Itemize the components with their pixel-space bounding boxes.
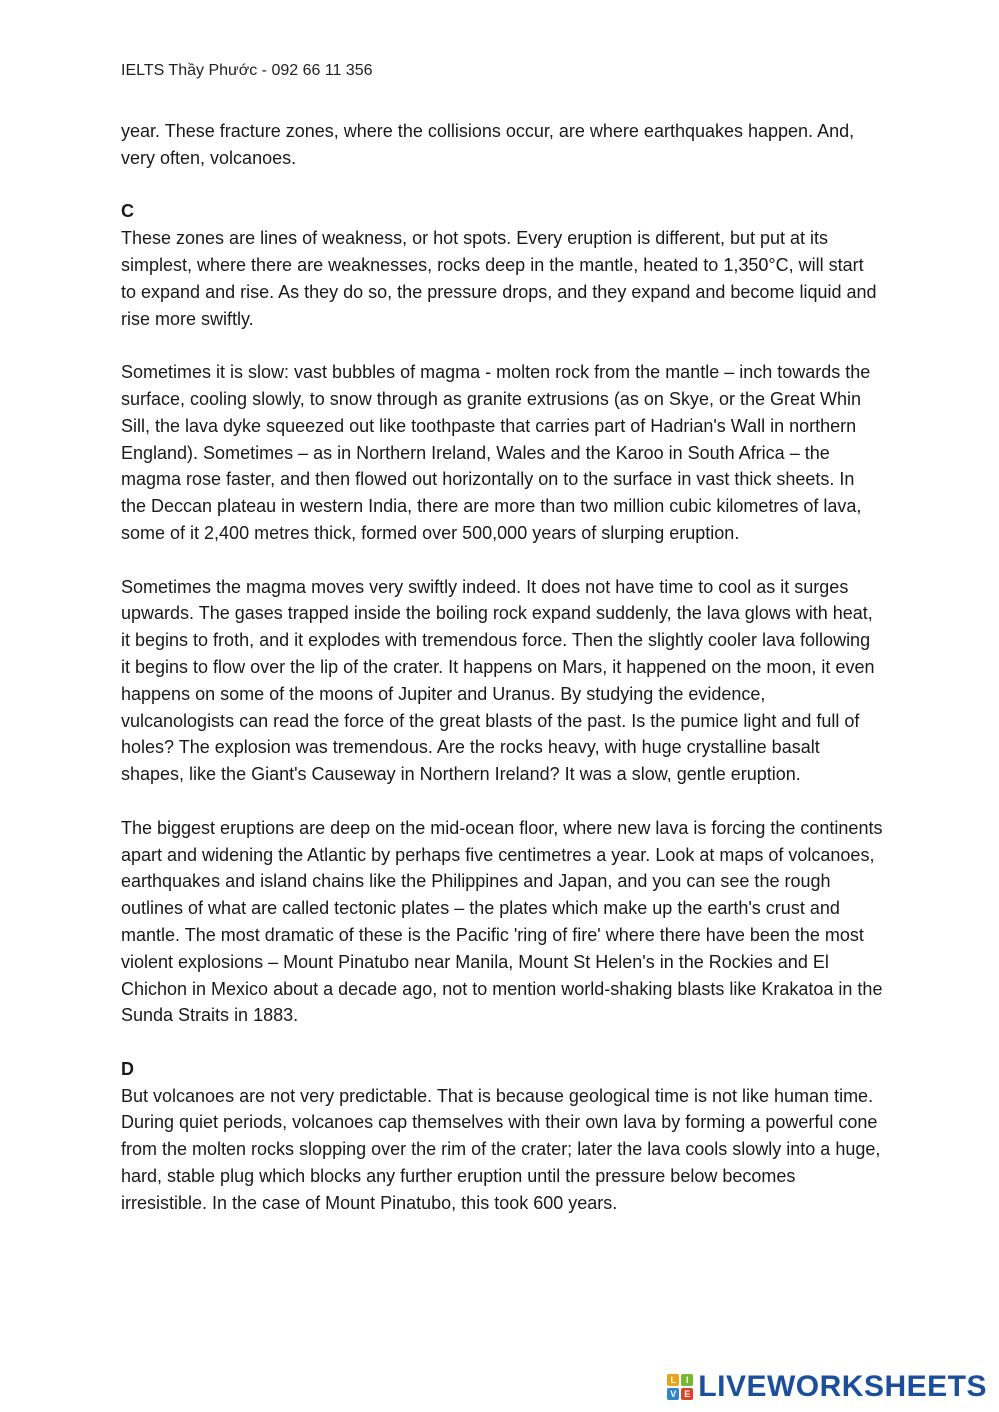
section-heading-d: D [121,1058,134,1079]
page-header: IELTS Thầy Phước - 092 66 11 356 [121,62,373,79]
section-heading-c: C [121,201,134,222]
paragraph-c-1: These zones are lines of weakness, or hot spots. Every eruption is different, but put at its simplest, where there are weaknesses, rocks deep in the mantle, heated to 1,350°C, will start to expand and rise. As they do so, the pressure drops, and they expand and become liquid and rise more swiftly. [121,228,877,329]
paragraph-c-4: The biggest eruptions are deep on the mid-ocean floor, where new lava is forcing the continents apart and widening the Atlantic by perhaps five centimetres a year. Look at maps of volcanoes, earthquakes and island chains like the Philippines and Japan, and you can see the rough outlines of what are called tectonic plates – the plates which make up the earth's crust and mantle. The most dramatic of these is the Pacific 'ring of fire' where there have been the most violent explosions – Mount Pinatubo near Manila, Mount St Helen's in the Rockies and El Chichon in Mexico about a decade ago, not to mention world-shaking blasts like Krakatoa in the Sunda Straits in 1883. [121,817,883,1026]
paragraph-continuation: year. These fracture zones, where the collisions occur, are where earthquakes happen. And, very often, volcanoes. [121,121,855,168]
logo-text: LIVEWORKSHEETS [698,1370,987,1403]
paragraph-c-3: Sometimes the magma moves very swiftly indeed. It does not have time to cool as it surges upwards. The gases trapped inside the boiling rock expand suddenly, the lava glows with heat, it begins to froth, and it explodes with tremendous force. Then the slightly cooler lava following it begins to flow over the lip of the crater. It happens on Mars, it happened on the moon, it even happens on some of the moons of Jupiter and Uranus. By studying the evidence, vulcanologists can read the force of the great blasts of the past. Is the pumice light and full of holes? The explosion was tremendous. Are the rocks heavy, with huge crystalline basalt shapes, like the Giant's Causeway in Northern Ireland? It was a slow, gentle eruption. [121,576,875,785]
liveworksheets-logo[interactable] [667,1370,987,1404]
logo-grid-icon [667,1374,693,1400]
logo-grid-cell: I [681,1374,693,1386]
logo-grid-cell: L [667,1374,679,1386]
logo-grid-cell: E [681,1388,693,1400]
logo-grid-cell: V [667,1388,679,1400]
document-body [121,118,883,1243]
paragraph-c-2: Sometimes it is slow: vast bubbles of magma - molten rock from the mantle – inch towards the surface, cooling slowly, to snow through as granite extrusions (as on Skye, or the Great Whin Sill, the lava dyke squeezed out like toothpaste that carries part of Hadrian's Wall in northern England). Sometimes – as in Northern Ireland, Wales and the Karoo in South Africa – the magma rose faster, and then flowed out horizontally on to the surface in vast thick sheets. In the Deccan plateau in western India, there are more than two million cubic kilometres of lava, some of it 2,400 metres thick, formed over 500,000 years of slurping eruption. [121,362,871,543]
paragraph-d-1: But volcanoes are not very predictable. That is because geological time is not like human time. During quiet periods, volcanoes cap themselves with their own lava by forming a powerful cone from the molten rocks slopping over the rim of the crater; later the lava cools slowly into a huge, hard, stable plug which blocks any further eruption until the pressure below becomes irresistible. In the case of Mount Pinatubo, this took 600 years. [121,1085,881,1213]
